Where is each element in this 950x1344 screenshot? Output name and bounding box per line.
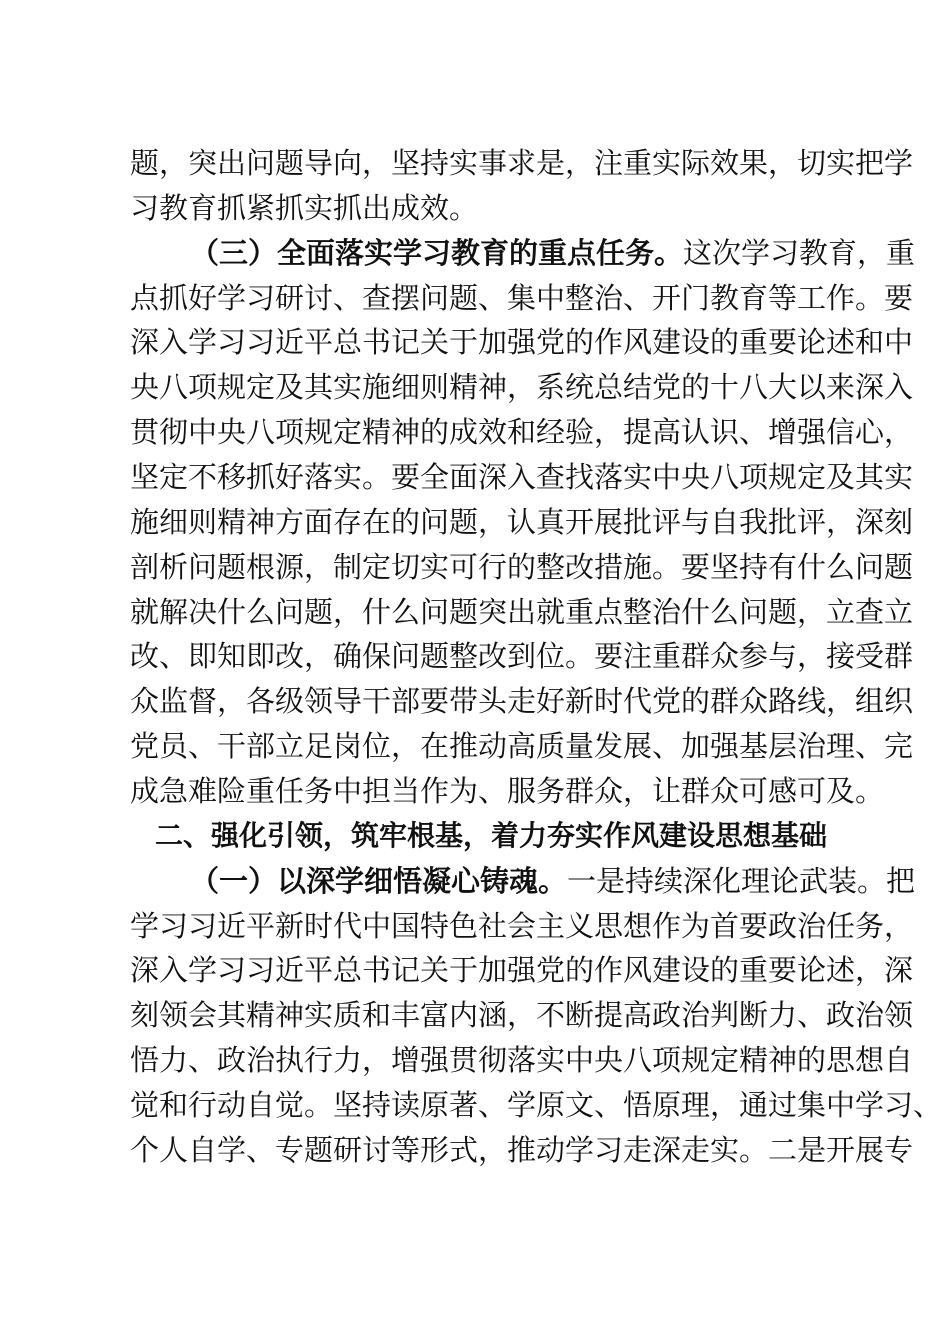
text-line: 觉和行动自觉。坚持读原著、学原文、悟原理，通过集中学习、 [130, 1088, 943, 1123]
text-line: 党员、干部立足岗位，在推动高质量发展、加强基层治理、完 [130, 729, 914, 764]
text-line: 众监督，各级领导干部要带头走好新时代党的群众路线，组织 [130, 684, 914, 719]
text-line: 习教育抓紧抓实抓出成效。 [130, 190, 479, 225]
text-line: 学习习近平新时代中国特色社会主义思想作为首要政治任务， [130, 908, 914, 943]
text-line: 坚定不移抓好落实。要全面深入查找落实中央八项规定及其实 [130, 460, 914, 495]
text-line [130, 859, 916, 904]
text-line: 题，突出问题导向，坚持实事求是，注重实际效果，切实把学 [130, 146, 914, 180]
text-line: 施细则精神方面存在的问题，认真开展批评与自我批评，深刻 [130, 504, 914, 539]
text-line: 刻领会其精神实质和丰富内涵，不断提高政治判断力、政治领 [130, 998, 914, 1033]
text-line: 就解决什么问题，什么问题突出就重点整治什么问题，立查立 [130, 594, 914, 629]
text-line [130, 231, 916, 276]
text-line: 剖析问题根源，制定切实可行的整改措施。要坚持有什么问题 [130, 549, 914, 584]
text-line: 成急难险重任务中担当作为、服务群众，让群众可感可及。 [130, 774, 885, 809]
text-line: 深入学习习近平总书记关于加强党的作风建设的重要论述和中 [130, 325, 914, 360]
text-line: 深入学习习近平总书记关于加强党的作风建设的重要论述，深 [130, 953, 914, 988]
text-line: 点抓好学习研讨、查摆问题、集中整治、开门教育等工作。要 [130, 280, 914, 315]
text-line: 贯彻中央八项规定精神的成效和经验，提高认识、增强信心， [130, 415, 914, 450]
text-run: 这次学习教育，重 [683, 235, 916, 270]
text-line: 悟力、政治执行力，增强贯彻落实中央八项规定精神的思想自 [130, 1043, 914, 1078]
text-run: 一是持续深化理论武装。把 [567, 863, 916, 898]
text-line: 改、即知即改，确保问题整改到位。要注重群众参与，接受群 [130, 639, 914, 674]
document-page [130, 141, 943, 1173]
paragraph-continuation [130, 141, 914, 231]
text-line: 个人自学、专题研讨等形式，推动学习走深走实。二是开展专 [130, 1132, 914, 1167]
paragraph-lead: （三）全面落实学习教育的重点任务。 [190, 235, 684, 270]
section-heading: 二、强化引领，筑牢根基，着力夯实作风建设思想基础 [155, 818, 828, 852]
paragraph-lead: （一）以深学细悟凝心铸魂。 [190, 863, 568, 898]
paragraph-key-tasks [130, 231, 916, 814]
text-line: 央八项规定及其实施细则精神，系统总结党的十八大以来深入 [130, 370, 914, 405]
paragraph-deep-study [130, 859, 943, 1173]
